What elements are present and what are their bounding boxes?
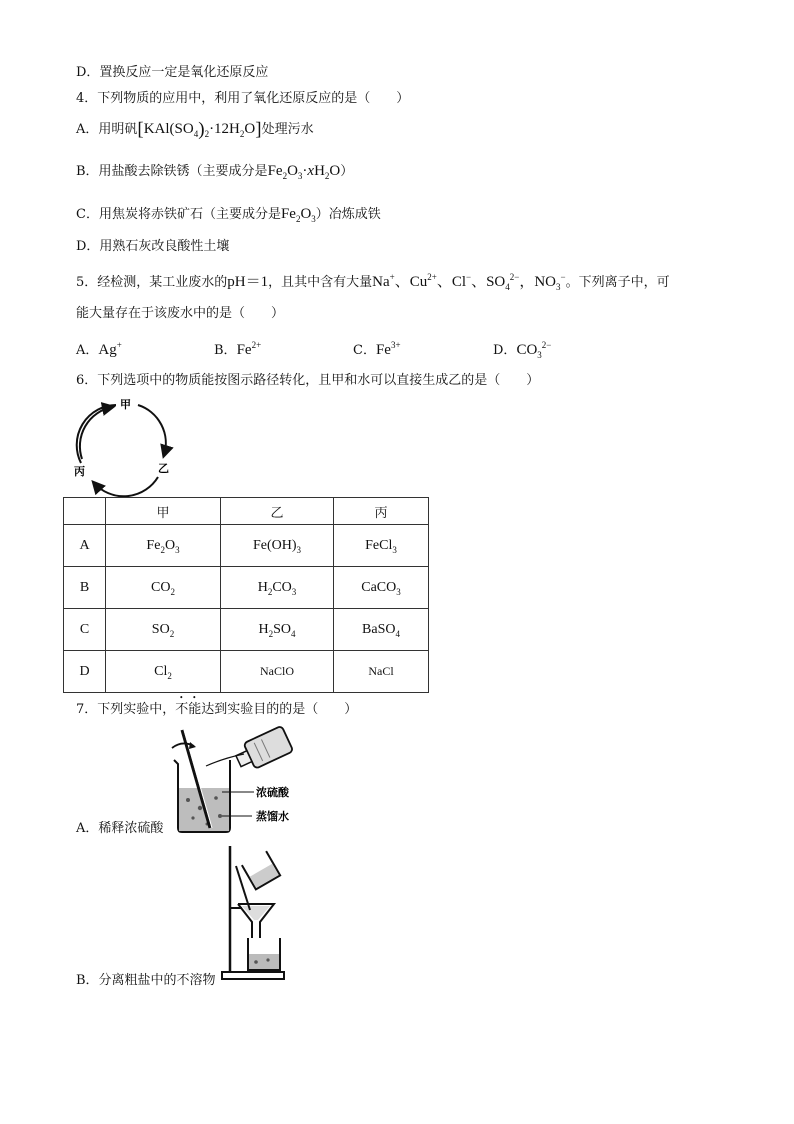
q4-a-formula-head: KAl(SO xyxy=(143,121,194,137)
table-row xyxy=(64,651,429,693)
q3-option-d: D．置换反应一定是氧化还原反应 xyxy=(76,65,269,80)
q4-stem: 4．下列物质的应用中，利用了氧化还原反应的是（ ） xyxy=(76,91,410,106)
q5-c-ion: $Fe^{3+}$ xyxy=(375,340,401,358)
q6-cell-yi: $H_2CO_3$ xyxy=(221,567,334,609)
q4-b-prefix: B．用盐酸去除铁锈（主要成分是 xyxy=(76,164,268,179)
q7-stem-emphasis: 不能 xyxy=(175,702,202,717)
q4-c-prefix: C．用焦炭将赤铁矿石（主要成分是 xyxy=(76,207,281,222)
q4-c-formula: $Fe_2O_3$ xyxy=(280,206,316,224)
label-conc-sulfuric-acid: 浓硫酸 xyxy=(256,786,289,799)
table-row xyxy=(64,525,429,567)
q5-option-a xyxy=(76,339,122,359)
q5-a-label: A． xyxy=(76,343,99,358)
q4-a-suffix: 处理污水 xyxy=(261,122,314,137)
q6-cycle-diagram xyxy=(68,395,188,497)
q4-a-formula: $[KAl(SO_4)_2\cdot 12H_2O]$ xyxy=(137,119,262,140)
q5-a-ion: Ag+ xyxy=(98,340,122,358)
q7-stem xyxy=(76,694,357,719)
q6-row-label: B xyxy=(64,567,106,609)
cycle-arrow-jia-to-yi xyxy=(138,405,166,455)
q6-cell-jia: $Cl_2$ xyxy=(106,651,221,693)
stand-base-icon xyxy=(222,972,284,979)
q6-header-jia: 甲 xyxy=(106,498,221,525)
q6-cell-yi: $Fe(OH)_3$ xyxy=(221,525,334,567)
pouring-beaker-icon xyxy=(242,851,280,889)
q6-cell-yi: NaClO xyxy=(221,651,334,693)
q5-stem-mid: ，且其中含有大量 xyxy=(268,275,373,290)
q4-b-formula: $Fe_2O_3\cdot xH_2O$ xyxy=(267,163,341,181)
q5-option-c xyxy=(353,339,401,359)
q6-table-header-row xyxy=(64,498,429,525)
q5-option-b xyxy=(214,339,261,359)
q6-cell-bing: BaSO$_4$ xyxy=(334,609,429,651)
q6-cell-bing: FeCl$_3$ xyxy=(334,525,429,567)
q4-option-c xyxy=(76,205,381,224)
q6-header-empty xyxy=(64,498,106,525)
q4-a-formula-tail: ·12H xyxy=(209,121,240,137)
q5-ions: Na+、$Cu^{2+}$、Cl−、$SO_4^{2-}$，$NO_3^-$ xyxy=(372,272,566,292)
q6-row-label: D xyxy=(64,651,106,693)
q6-cell-yi: $H_2SO_4$ xyxy=(221,609,334,651)
q4-c-suffix: ）冶炼成铁 xyxy=(315,207,381,222)
q5-stem xyxy=(76,273,670,292)
cycle-label-jia: 甲 xyxy=(120,398,131,411)
q4-b-suffix: ） xyxy=(340,164,354,179)
q7-figure-dilution xyxy=(160,720,320,835)
table-row xyxy=(64,609,429,651)
q5-option-d xyxy=(493,339,551,359)
cycle-label-yi: 乙 xyxy=(158,462,169,475)
table-row xyxy=(64,567,429,609)
q6-header-yi: 乙 xyxy=(221,498,334,525)
reagent-bottle-icon xyxy=(233,726,294,774)
q4-option-a xyxy=(76,120,314,139)
label-distilled-water: 蒸馏水 xyxy=(256,810,289,823)
q6-cell-jia: $CO_2$ xyxy=(106,567,221,609)
q5-stem-prefix: 5．经检测，某工业废水的 xyxy=(76,275,228,290)
q5-d-label: D． xyxy=(493,343,517,358)
q6-row-label: C xyxy=(64,609,106,651)
cycle-label-bing: 丙 xyxy=(74,465,85,478)
q6-cell-bing: CaCO$_3$ xyxy=(334,567,429,609)
cycle-arrow-yi-to-bing xyxy=(94,477,158,496)
q5-b-label: B． xyxy=(214,343,237,358)
q6-cell-jia: $SO_2$ xyxy=(106,609,221,651)
q5-c-label: C． xyxy=(353,343,376,358)
q7-option-a-label: A．稀释浓硫酸 xyxy=(76,821,164,836)
q7-stem-prefix: 7．下列实验中， xyxy=(76,702,176,717)
q4-option-b xyxy=(76,162,353,181)
q4-a-prefix: A．用明矾 xyxy=(76,122,138,137)
q7-stem-suffix: 达到实验目的的是（ ） xyxy=(201,702,358,717)
q5-stem-line2: 能大量存在于该废水中的是（ ） xyxy=(76,306,285,321)
q7-figure-filtration xyxy=(218,842,290,982)
q4-option-d: D．用熟石灰改良酸性土壤 xyxy=(76,239,230,254)
q7-option-b-label: B．分离粗盐中的不溶物 xyxy=(76,973,216,988)
q6-stem: 6．下列选项中的物质能按图示路径转化，且甲和水可以直接生成乙的是（ ） xyxy=(76,373,540,388)
q6-cell-bing: NaCl xyxy=(334,651,429,693)
q5-ph: pH＝1 xyxy=(227,274,269,290)
q6-table xyxy=(63,497,429,693)
q5-stem-tail: 。下列离子中，可 xyxy=(565,275,670,290)
q6-cell-jia: $Fe_2O_3$ xyxy=(106,525,221,567)
q5-b-ion: $Fe^{2+}$ xyxy=(236,340,262,358)
q6-row-label: A xyxy=(64,525,106,567)
q5-d-ion: $CO_3^{2-}$ xyxy=(516,340,552,360)
q6-header-bing: 丙 xyxy=(334,498,429,525)
